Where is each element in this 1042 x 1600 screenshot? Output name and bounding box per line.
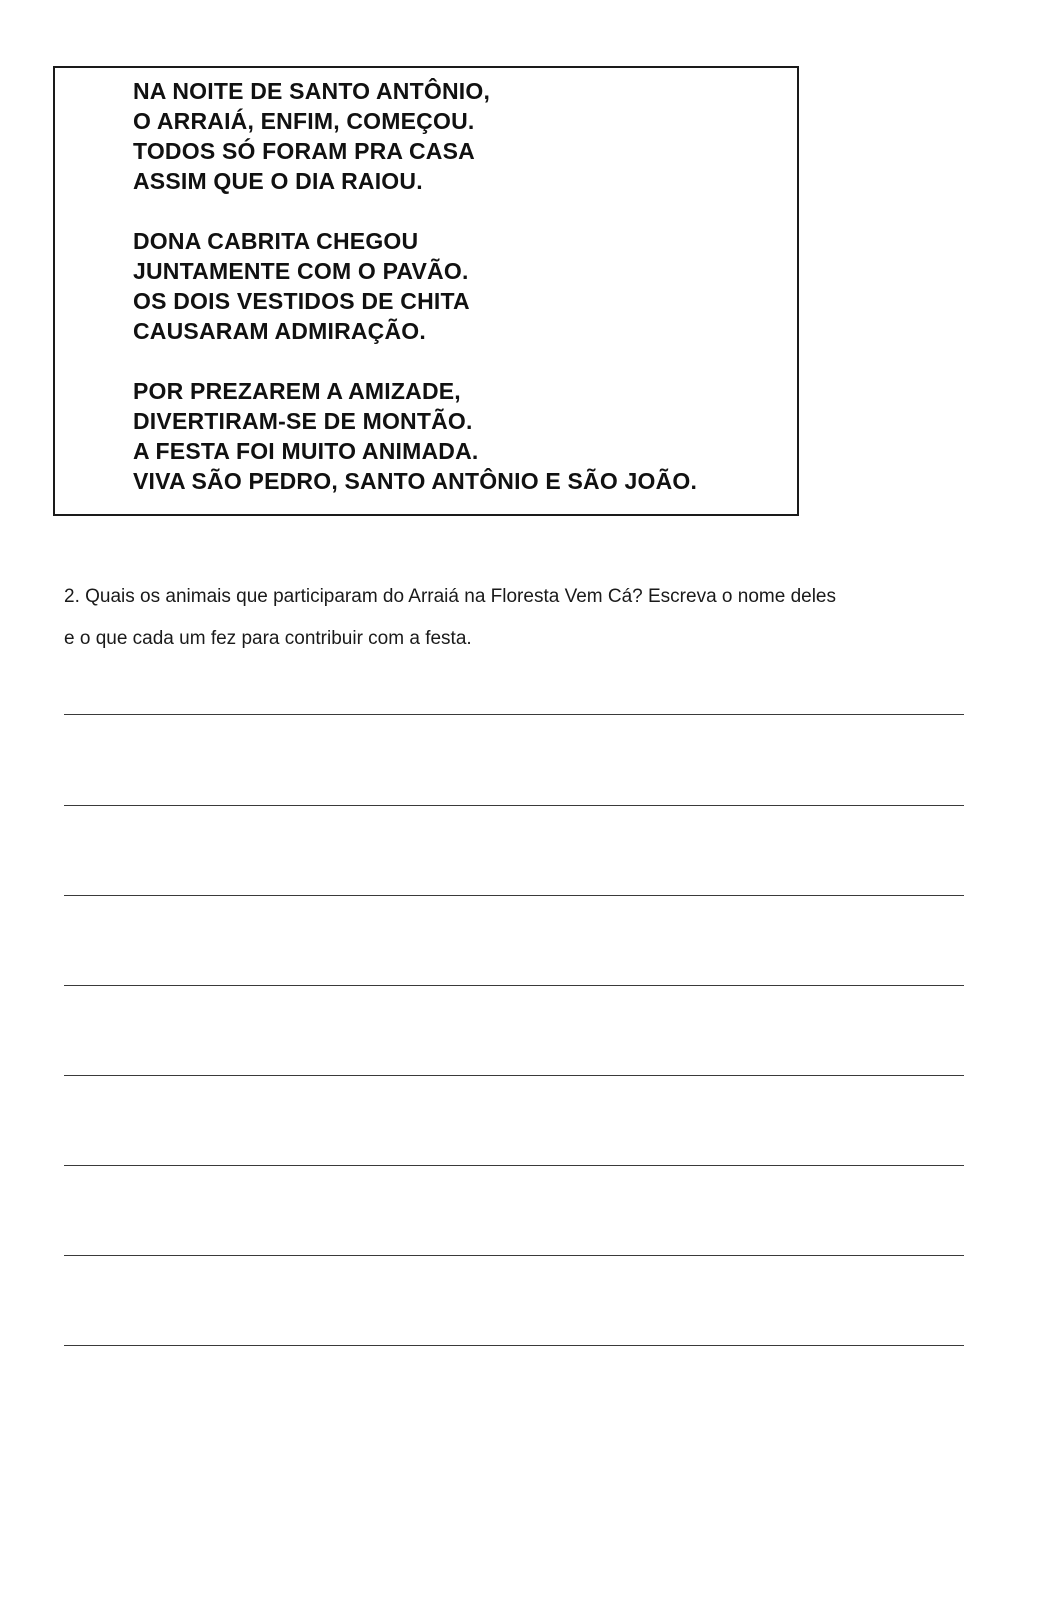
answer-line-7[interactable] (64, 1255, 964, 1256)
stanza-2 (133, 226, 797, 346)
stanza-1 (133, 76, 797, 196)
verse: CAUSARAM ADMIRAÇÃO. (133, 318, 426, 344)
verse: TODOS SÓ FORAM PRA CASA (133, 138, 475, 164)
poem (133, 76, 797, 526)
verse: POR PREZAREM A AMIZADE, (133, 378, 461, 404)
stanza-3 (133, 376, 797, 496)
verse: DONA CABRITA CHEGOU (133, 228, 419, 254)
answer-line-3[interactable] (64, 895, 964, 896)
verse: OS DOIS VESTIDOS DE CHITA (133, 288, 470, 314)
question-line: e o que cada um fez para contribuir com a festa. (64, 628, 472, 649)
answer-line-4[interactable] (64, 985, 964, 986)
verse: O ARRAIÁ, ENFIM, COMEÇOU. (133, 108, 475, 134)
poem-box (53, 66, 799, 516)
verse: ASSIM QUE O DIA RAIOU. (133, 168, 423, 194)
verse: DIVERTIRAM-SE DE MONTÃO. (133, 408, 473, 434)
answer-line-2[interactable] (64, 805, 964, 806)
verse: JUNTAMENTE COM O PAVÃO. (133, 258, 469, 284)
question-line: 2. Quais os animais que participaram do Arraiá na Floresta Vem Cá? Escreva o nome deles (64, 586, 836, 607)
answer-line-8[interactable] (64, 1345, 964, 1346)
verse: A FESTA FOI MUITO ANIMADA. (133, 438, 479, 464)
verse: VIVA SÃO PEDRO, SANTO ANTÔNIO E SÃO JOÃO. (133, 468, 698, 494)
answer-line-5[interactable] (64, 1075, 964, 1076)
verse: NA NOITE DE SANTO ANTÔNIO, (133, 78, 491, 104)
question-2 (64, 576, 994, 660)
answer-line-1[interactable] (64, 714, 964, 715)
answer-line-6[interactable] (64, 1165, 964, 1166)
